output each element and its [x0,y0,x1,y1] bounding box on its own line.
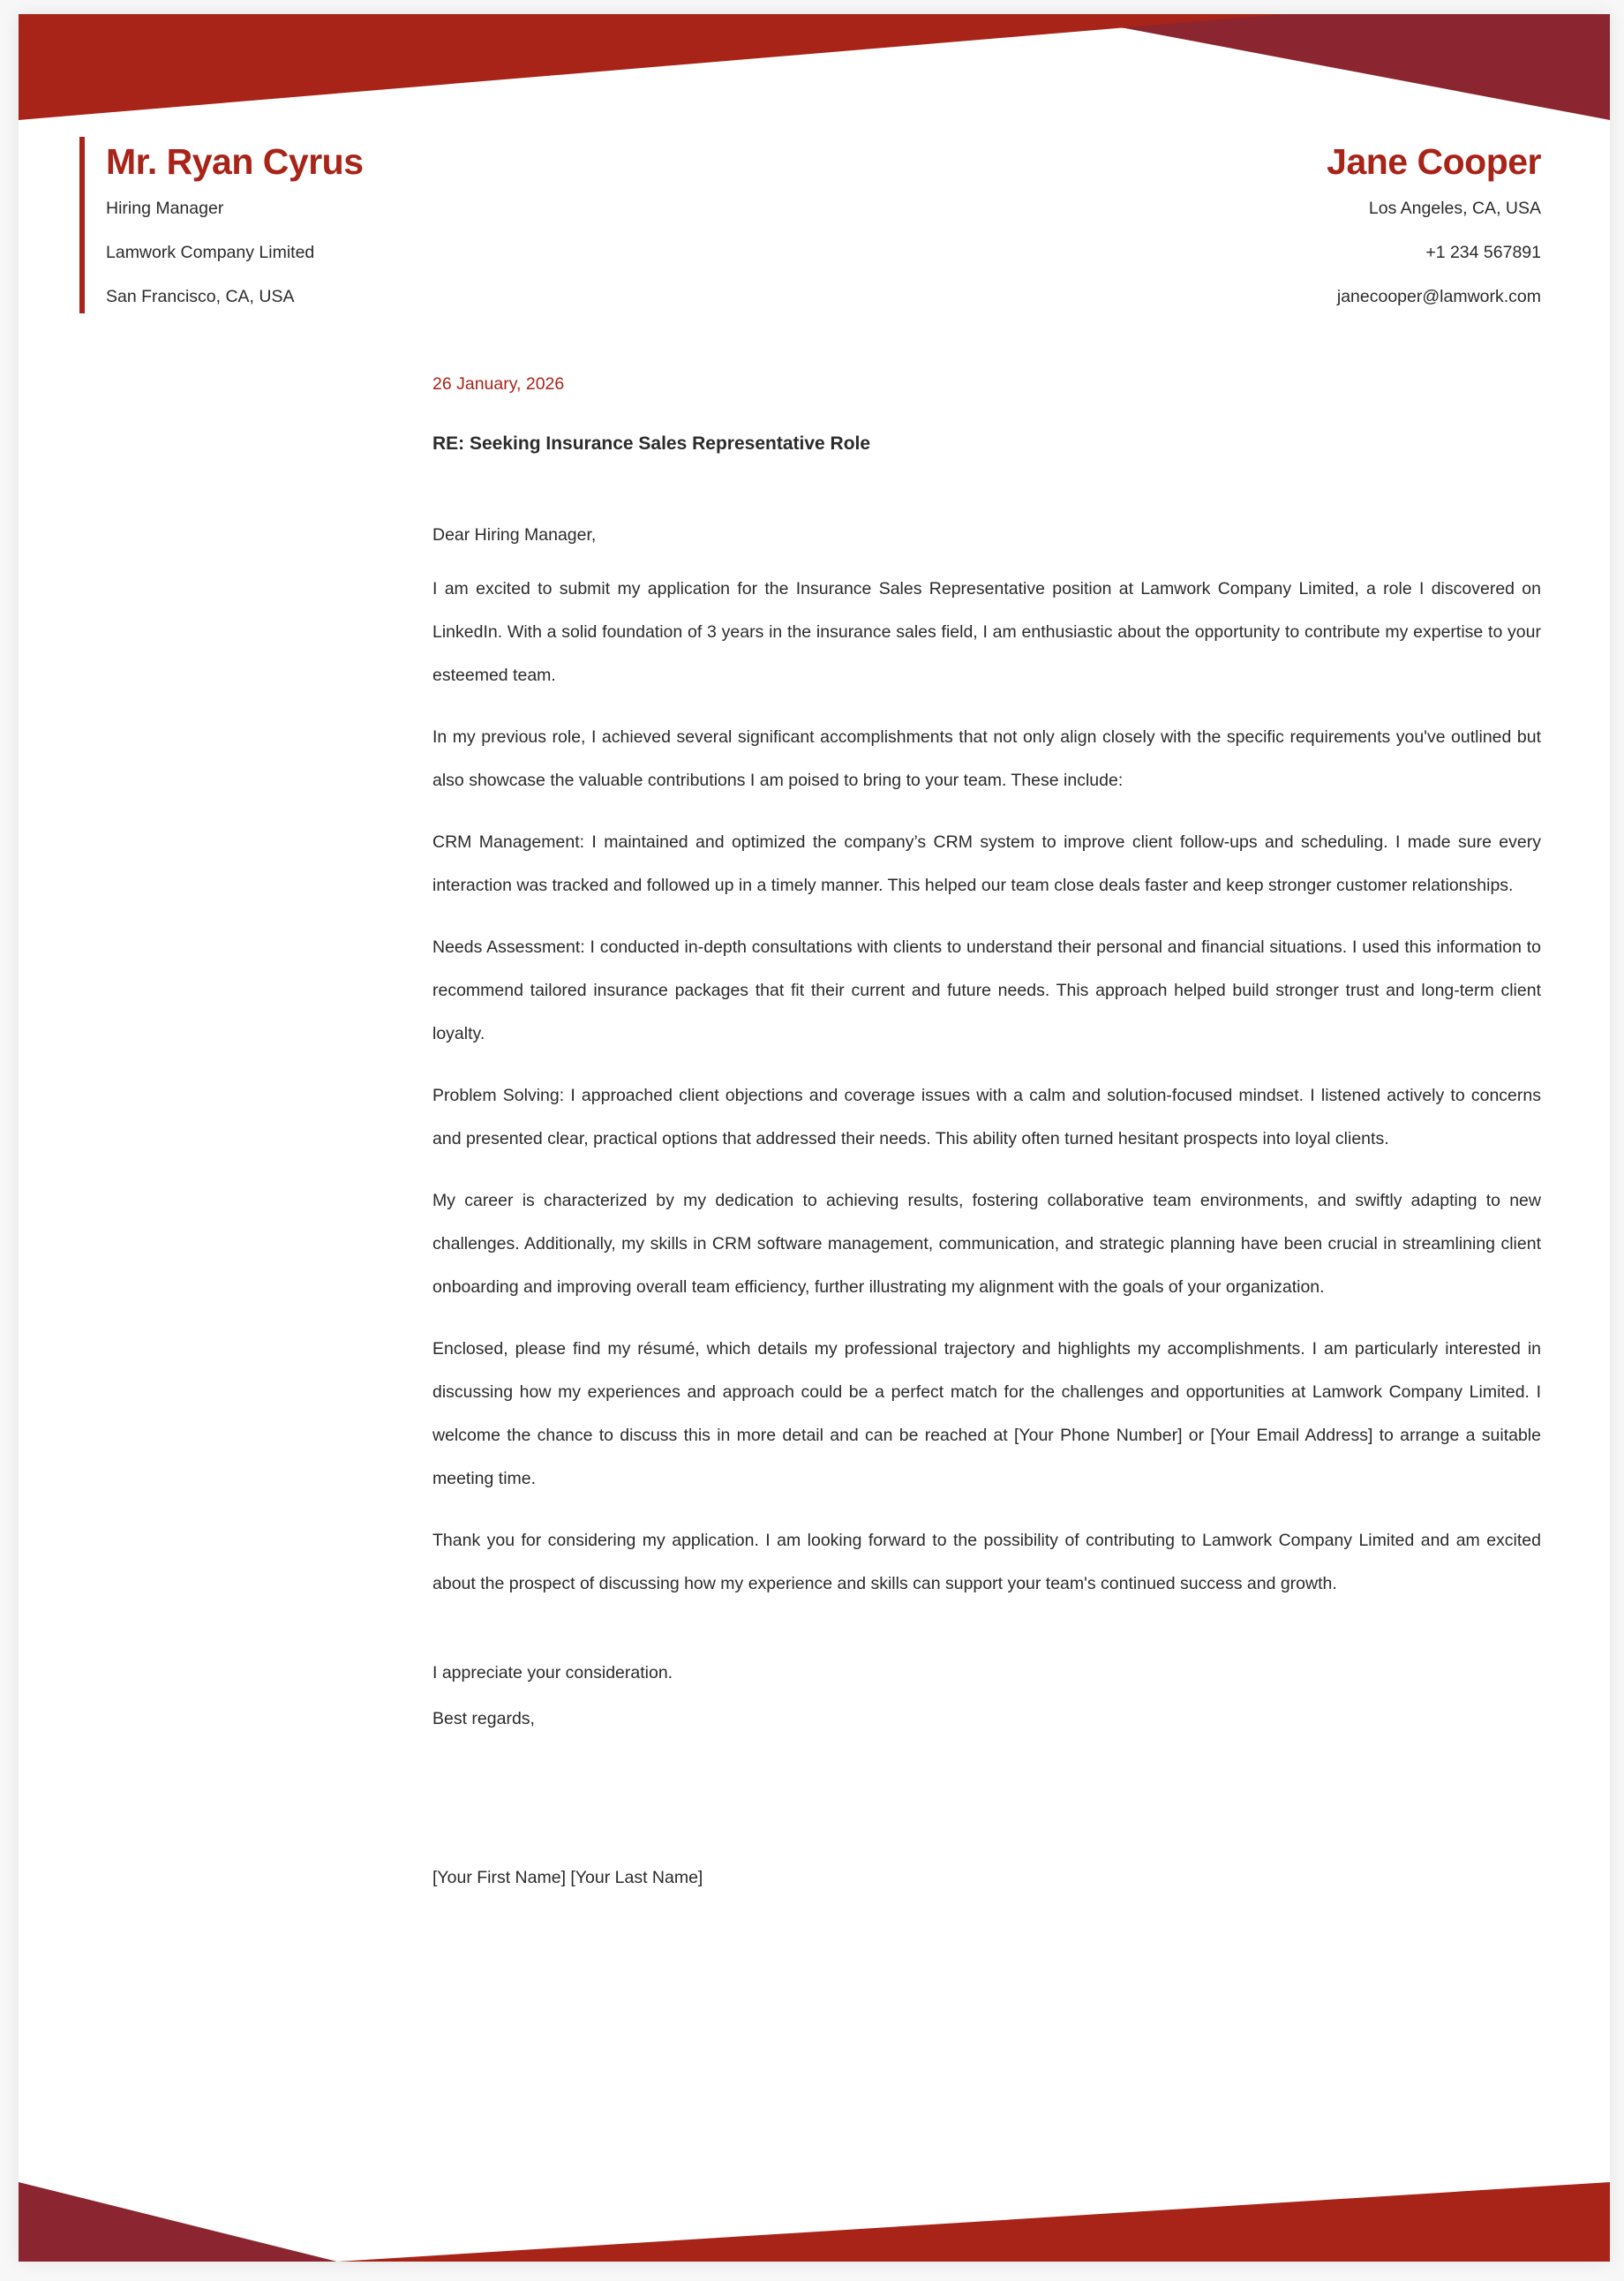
letter-body [432,371,1541,1900]
letter-date: 26 January, 2026 [432,374,565,394]
recipient-location: San Francisco, CA, USA [106,287,295,306]
sender-name: Jane Cooper [1327,141,1541,182]
sender-block [1327,137,1541,319]
sender-location: Los Angeles, CA, USA [1368,199,1541,218]
sender-phone: +1 234 567891 [1425,243,1541,262]
letter-subject: RE: Seeking Insurance Sales Representative Role [432,433,871,454]
header-decoration [19,14,1610,120]
recipient-block [79,137,364,313]
footer-dark-shape [19,2182,337,2262]
closing [432,1650,1541,1742]
salutation: Dear Hiring Manager, [432,525,597,545]
sender-email: janecooper@lamwork.com [1336,287,1541,306]
paragraph: I am excited to submit my application for the Insurance Sales Representative position at Lamwork Company Limited, a role I discovered on LinkedIn. With a solid foundation of 3 years in the insurance sales field, I am enthusiastic about the opportunity to contribute my expertise to your esteemed team. [432,579,1541,685]
header-red-shape [19,14,1286,120]
letter-page [19,14,1610,2262]
signature: [Your First Name] [Your Last Name] [432,1868,703,1887]
recipient-title: Hiring Manager [106,199,224,218]
paragraph: In my previous role, I achieved several significant accomplishments that not only align closely with the specific requirements you've outlined but also showcase the valuable contributions I am poised to bring to your team. These include: [432,727,1541,790]
footer-decoration [19,2182,1610,2262]
footer-red-shape [337,2182,1610,2262]
paragraph: Problem Solving: I approached client objections and coverage issues with a calm and solution-focused mindset. I listened actively to concerns and presented clear, practical options that addressed their needs. This ability often turned hesitant prospects into loyal clients. [432,1086,1541,1148]
paragraph: Needs Assessment: I conducted in-depth consultations with clients to understand their personal and financial situations. I used this information to recommend tailored insurance packages that fit their current and future needs. This approach helped build stronger trust and long-term client loyalty. [432,937,1541,1043]
recipient-company: Lamwork Company Limited [106,243,315,262]
paragraph: My career is characterized by my dedication to achieving results, fostering collaborative team environments, and swiftly adapting to new challenges. Additionally, my skills in CRM software management, communication, and strategic planning have been crucial in streamlining client onboarding and improving overall team efficiency, further illustrating my alignment with the goals of your organization. [432,1191,1541,1297]
sign-off: Best regards, [432,1709,535,1728]
closing-line: I appreciate your consideration. [432,1663,673,1683]
paragraph: Enclosed, please find my résumé, which details my professional trajectory and highlights my accomplishments. I am particularly interested in discussing how my experiences and approach could be a perfect match for the challenges and opportunities at Lamwork Company Limited. I welcome the chance to discuss this in more detail and can be reached at [Your Phone Number] or [Your Email Address] to arrange a suitable meeting time. [432,1339,1541,1488]
paragraph: Thank you for considering my application. I am looking forward to the possibility of contributing to Lamwork Company Limited and am excited about the prospect of discussing how my experience and skills can support your team's continued success and growth. [432,1531,1541,1593]
paragraph: CRM Management: I maintained and optimized the company’s CRM system to improve client follow-ups and scheduling. I made sure every interaction was tracked and followed up in a timely manner. This helped our team close deals faster and keep stronger customer relationships. [432,832,1541,895]
recipient-name: Mr. Ryan Cyrus [106,141,364,182]
